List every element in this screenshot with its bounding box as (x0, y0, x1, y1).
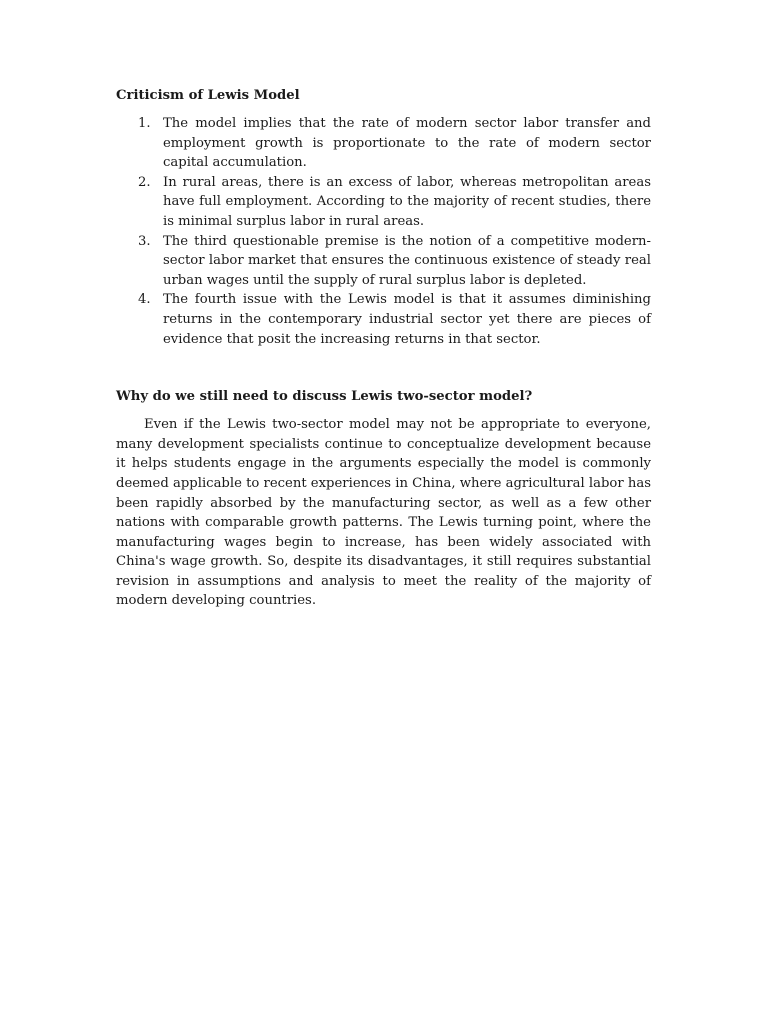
list-item-text: The fourth issue with the Lewis model is that it assumes diminishing returns in the contemporary industrial sector yet there are pieces of evidence that posit the increasing returns in that sector. (163, 292, 651, 347)
document-content (116, 86, 651, 611)
list-item (116, 173, 651, 232)
list-item-number: 4. (138, 292, 151, 308)
section-heading-criticism: Criticism of Lewis Model (116, 88, 300, 103)
list-item-number: 2. (138, 174, 151, 190)
list-item-number: 3. (138, 233, 151, 249)
list-item-number: 1. (138, 116, 151, 131)
list-item (116, 232, 651, 291)
body-paragraph: Even if the Lewis two-sector model may not be appropriate to everyone, many development specialists continue to conceptualize development because it helps students engage in the arguments especially the model is commonly deemed applicable to recent experiences in China, where agricultural labor has been rapidly absorbed by the manufacturing sector, as well as a few other nations with comparable growth patterns. The Lewis turning point, where the manufacturing wages begin to increase, has been widely associated with China's wage growth. So, despite its disadvantages, it still requires substantial revision in assumptions and analysis to meet the reality of the majority of modern developing countries. (116, 417, 651, 609)
list-item (116, 290, 651, 349)
criticism-list (116, 114, 651, 349)
list-item-text: The third questionable premise is the notion of a competitive modern-sector labor market that ensures the continuous existence of steady real urban wages until the supply of rural surplus labor is depleted. (163, 233, 651, 288)
list-item (116, 114, 651, 173)
list-item-text: The model implies that the rate of modern sector labor transfer and employment growth is proportionate to the rate of modern sector capital accumulation. (163, 116, 651, 171)
section-heading-why-discuss: Why do we still need to discuss Lewis two-sector model? (116, 389, 533, 405)
list-item-text: In rural areas, there is an excess of labor, whereas metropolitan areas have full employment. According to the majority of recent studies, there is minimal surplus labor in rural areas. (163, 174, 651, 229)
